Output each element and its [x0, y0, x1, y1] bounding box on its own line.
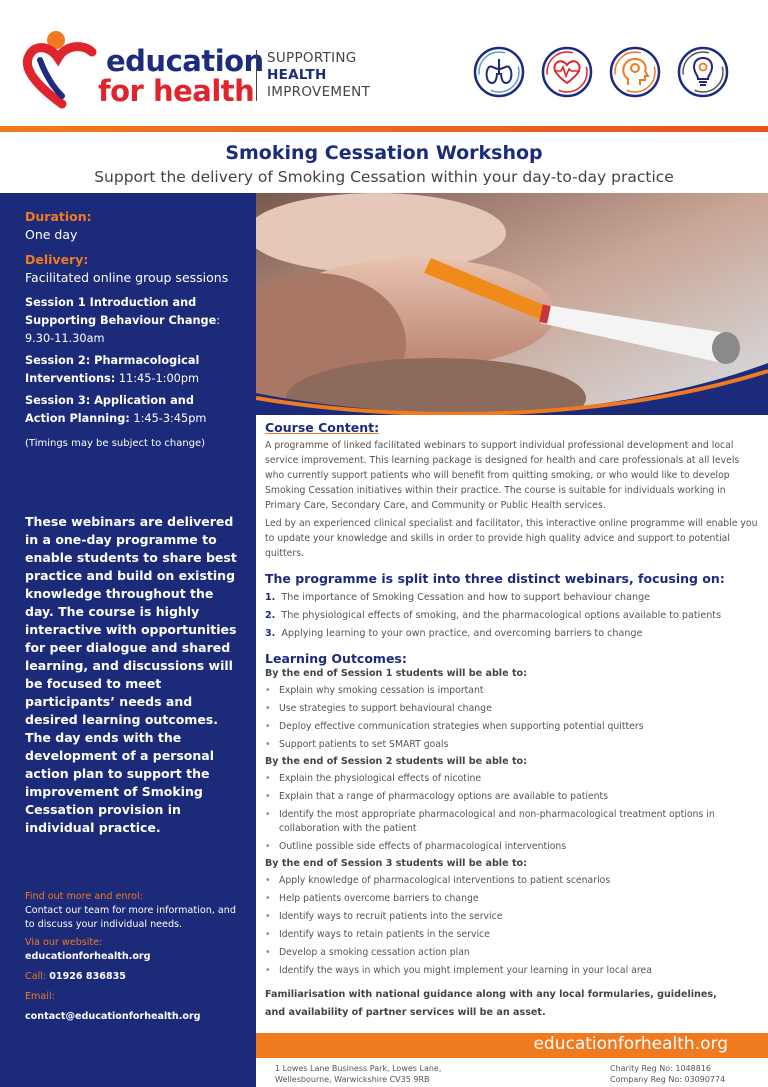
hero-cigarette-image — [256, 193, 768, 415]
programme-heading: The programme is split into three distinct webinars, focusing on: — [265, 571, 725, 586]
address-line-2: Wellesbourne, Warwickshire CV35 9RB — [275, 1075, 430, 1084]
session-1-outcomes — [265, 682, 761, 754]
heart-person-logo-icon — [22, 30, 102, 110]
list-item: • Help patients overcome barriers to change — [265, 890, 761, 908]
course-content-heading: Course Content: — [265, 420, 380, 435]
session-2-outcomes-heading: By the end of Session 2 students will be able to: — [265, 756, 527, 767]
programme-list — [265, 589, 761, 643]
session-1-name: Session 1 Introduction and Supporting Behaviour Change — [25, 296, 217, 327]
list-item: 2. The physiological effects of smoking, and the pharmacological options available to patients — [265, 610, 722, 621]
phone-number[interactable]: 01926 836835 — [49, 971, 126, 982]
list-item: • Identify ways to retain patients in the service — [265, 926, 761, 944]
header-accent-bar — [0, 126, 768, 132]
list-item: 3. Applying learning to your own practice, and overcoming barriers to change — [265, 628, 643, 639]
logo-text-for-health: for health — [98, 74, 255, 108]
session-1-time: : 9.30-11.30am — [25, 314, 221, 345]
sidebar — [0, 193, 256, 1033]
session-1-timing — [25, 294, 225, 348]
session-2-name: Session 2: Pharmacological Interventions: — [25, 354, 200, 385]
tagline — [256, 50, 370, 101]
familiarisation-note — [265, 986, 761, 1022]
list-item: • Explain that a range of pharmacology options are available to patients — [265, 788, 761, 806]
header — [0, 0, 768, 130]
session-3-time: 1:45-3:45pm — [129, 412, 207, 425]
delivery-block — [25, 252, 228, 285]
footer-registration — [610, 1063, 725, 1085]
familiarisation-line-1: Familiarisation with national guidance along with any local formularies, guidelines, — [265, 989, 717, 1000]
education-for-health-logo[interactable] — [22, 30, 264, 110]
heart-pulse-icon — [540, 45, 594, 99]
list-item: • Deploy effective communication strategies when supporting potential quitters — [265, 718, 761, 736]
email-label: Email: — [25, 991, 55, 1002]
page-title: Smoking Cessation Workshop — [225, 142, 543, 164]
course-content-paragraph-1: A programme of linked facilitated webinars to support individual professional development and local service improvement. This learning package is designed for health and care professionals at all levels who currently support patients who will benefit from quitting smoking, or who would like to develop Smoking Cessation initiatives within their practice. The course is suitable for individuals working in Primary Care, Secondary Care, and Community or Public Health services. — [265, 440, 740, 511]
find-out-label: Find out more and enrol: — [25, 891, 143, 902]
website-link[interactable]: educationforhealth.org — [25, 951, 151, 962]
session-2-time: 11:45-1:00pm — [115, 372, 200, 385]
list-item: • Identify the most appropriate pharmacological and non-pharmacological treatment options in collaboration with the patient — [265, 808, 761, 836]
tagline-line-1: SUPPORTING — [267, 50, 357, 66]
charity-reg: Charity Reg No: 1048816 — [610, 1064, 711, 1073]
session-3-outcomes — [265, 872, 761, 980]
footer-left-panel — [0, 1033, 256, 1087]
phone-line — [25, 970, 245, 984]
delivery-value: Facilitated online group sessions — [25, 270, 229, 285]
company-reg: Company Reg No: 03090774 — [610, 1075, 726, 1084]
logo-text-education: education — [106, 44, 264, 78]
list-item: 1. The importance of Smoking Cessation and how to support behaviour change — [265, 592, 651, 603]
website-label: Via our website: — [25, 937, 103, 948]
session-1-outcomes-heading: By the end of Session 1 students will be able to: — [265, 668, 527, 679]
familiarisation-line-2: and availability of partner services will be an asset. — [265, 1007, 546, 1018]
contact-team-text: Contact our team for more information, and to discuss your individual needs. — [25, 905, 236, 930]
session-2-timing — [25, 352, 225, 388]
contact-block — [25, 890, 245, 1024]
duration-block — [25, 209, 92, 242]
duration-value: One day — [25, 227, 78, 242]
timing-note: (Timings may be subject to change) — [25, 438, 206, 449]
tagline-line-3: IMPROVEMENT — [267, 84, 371, 100]
call-label: Call: — [25, 971, 47, 982]
list-item: • Identify ways to recruit patients into the service — [265, 908, 761, 926]
list-item: • Explain the physiological effects of nicotine — [265, 770, 761, 788]
session-3-name: Session 3: Application and Action Planning: — [25, 394, 194, 425]
session-2-outcomes — [265, 770, 761, 856]
list-item: • Explain why smoking cessation is important — [265, 682, 761, 700]
page-subtitle: Support the delivery of Smoking Cessation within your day-to-day practice — [94, 168, 674, 186]
head-gears-icon — [608, 45, 662, 99]
lightbulb-icon — [676, 45, 730, 99]
course-content-paragraph-2: Led by an experienced clinical specialist and facilitator, this interactive online programme will enable you to update your knowledge and skills in order to provide high quality advice and support to potential quitters. — [265, 518, 758, 559]
email-link[interactable]: contact@educationforhealth.org — [25, 1011, 201, 1022]
session-3-timing — [25, 392, 235, 428]
address-line-1: 1 Lowes Lane Business Park, Lowes Lane, — [275, 1064, 442, 1073]
list-item: • Support patients to set SMART goals — [265, 736, 761, 754]
main-content — [265, 420, 761, 1022]
topic-icons — [472, 45, 730, 99]
learning-outcomes-heading: Learning Outcomes: — [265, 651, 407, 666]
footer-address — [275, 1063, 441, 1085]
delivery-label: Delivery: — [25, 252, 89, 267]
list-item: • Use strategies to support behavioural change — [265, 700, 761, 718]
list-item: • Develop a smoking cessation action plan — [265, 944, 761, 962]
footer-website-link[interactable]: educationforhealth.org — [533, 1034, 728, 1054]
list-item: • Identify the ways in which you might implement your learning in your local area — [265, 962, 761, 980]
list-item: • Apply knowledge of pharmacological interventions to patient scenarios — [265, 872, 761, 890]
list-item: • Outline possible side effects of pharmacological interventions — [265, 838, 761, 856]
tagline-line-2: HEALTH — [267, 67, 327, 83]
duration-label: Duration: — [25, 209, 92, 224]
webinar-description: These webinars are delivered in a one-day programme to enable students to share best practice and build on existing knowledge throughout the day. The course is highly interactive with opportunities for peer dialogue and shared learning, and discussions will be focused to meet participants’ needs and desired learning outcomes. The day ends with the development of a personal action plan to support the improvement of Smoking Cessation provision in individual practice. — [25, 514, 237, 835]
session-3-outcomes-heading: By the end of Session 3 students will be able to: — [265, 858, 527, 869]
lungs-icon — [472, 45, 526, 99]
